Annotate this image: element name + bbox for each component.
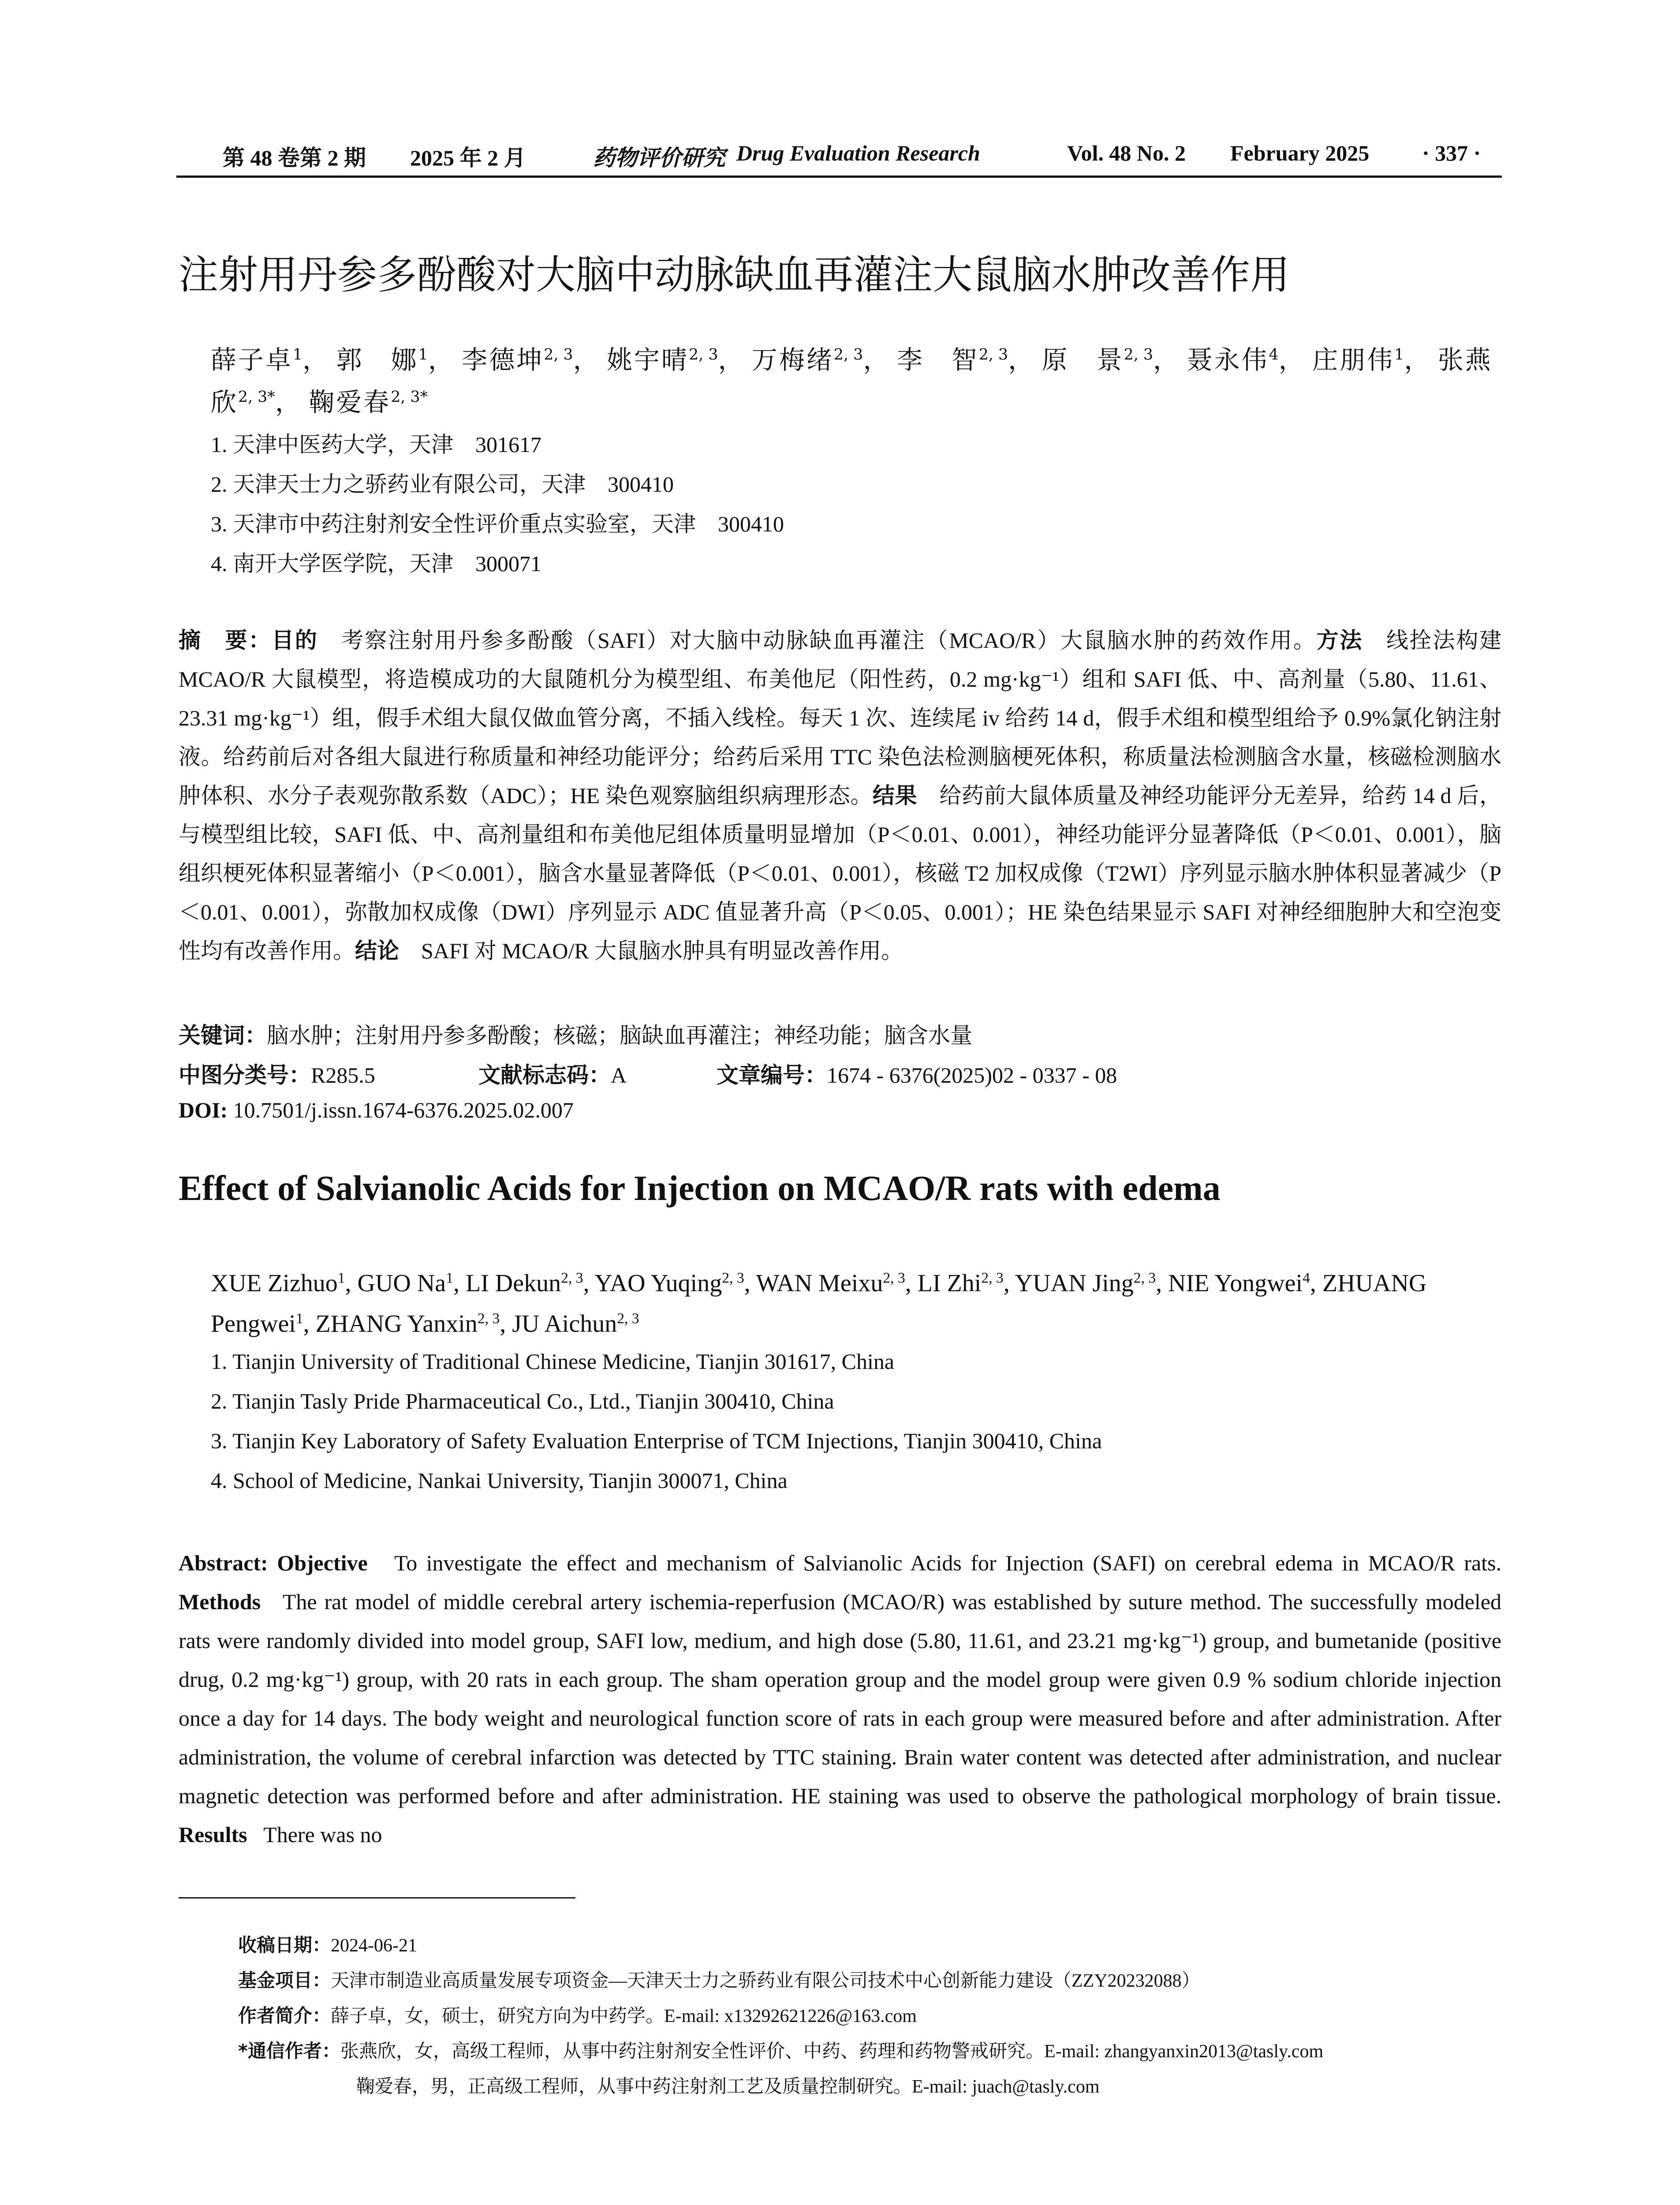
header-journal-en: Drug Evaluation Research: [736, 141, 980, 165]
title-en: Effect of Salvianolic Acids for Injection on MCAO/R rats with edema: [179, 1169, 1221, 1208]
author-en: LI Zhi: [917, 1270, 982, 1297]
affiliation-en: 1. Tianjin University of Traditional Chinese Medicine, Tianjin 301617, China: [211, 1349, 895, 1374]
footnote-fund: [238, 1966, 1200, 1992]
author-cn: 薛子卓: [211, 345, 293, 375]
objective-text: 考察注射用丹参多酚酸（SAFI）对大脑中动脉缺血再灌注（MCAO/R）大鼠脑水肿的药效作用。: [341, 628, 1317, 653]
author-en-aff: 2, 3: [561, 1270, 583, 1286]
author-en: GUO Na: [357, 1270, 446, 1297]
author-cn: 万梅绪: [751, 345, 834, 375]
author-cn: 原 景: [1042, 345, 1124, 375]
fund-label: 基金项目：: [238, 1970, 331, 1991]
author-cn: 郭 娜: [336, 345, 418, 375]
author-en-aff: 2, 3: [617, 1310, 639, 1327]
author-cn-aff: 4: [1269, 346, 1279, 364]
received-date: 2024-06-21: [331, 1936, 417, 1956]
affiliation-cn: 4. 南开大学医学院，天津 300071: [211, 551, 541, 576]
results-en-label: Results: [179, 1822, 247, 1847]
conclusion-text: SAFI 对 MCAO/R 大鼠脑水肿具有明显改善作用。: [421, 938, 903, 963]
footnote-corresponding-2: [356, 2072, 1100, 2098]
doi-label: DOI:: [179, 1098, 228, 1122]
author-en-aff: 2, 3: [981, 1270, 1004, 1286]
author-en: NIE Yongwei: [1168, 1270, 1303, 1297]
keywords-text: 脑水肿；注射用丹参多酚酸；核磁；脑缺血再灌注；神经功能；脑含水量: [267, 1023, 972, 1048]
footnote-author-bio: [238, 2001, 917, 2028]
doc-code-value: A: [611, 1063, 627, 1088]
methods-en-label: Methods: [179, 1589, 261, 1614]
abstract-cn: [179, 621, 1501, 970]
objective-en-label: Objective: [277, 1551, 368, 1575]
author-en-aff: 2, 3: [722, 1270, 744, 1286]
classification-line: [179, 1058, 375, 1089]
results-text: 给药前大鼠体质量及神经功能评分无差异，给药 14 d 后，与模型组比较，SAFI 低、中、高剂量组和布美他尼组体质量明显增加（P＜0.01、0.001），神经功能评分显著降低（P＜0.01、0.001），脑组织梗死体积显著缩小（P＜0.001），脑含水量显著降低（P＜0.01、0.001），核磁 T2 加权成像（T2WI）序列显示脑水肿体积显著减少（P＜0.01、0.001），弥散加权成像（DWI）序列显示 ADC 值显著升高（P＜0.05、0.001）；HE 染色结果显示 SAFI 对神经细胞肿大和空泡变性均有改善作用。: [179, 783, 1502, 963]
author-en: ZHUANG Pengwei: [211, 1270, 1427, 1338]
author-en-aff: 2, 3: [1133, 1270, 1156, 1286]
footnote-received: [238, 1931, 417, 1957]
affiliation-cn: 2. 天津天士力之骄药业有限公司，天津 300410: [211, 472, 674, 497]
author-cn-aff: 2, 3: [978, 346, 1008, 364]
affiliation-en: 3. Tianjin Key Laboratory of Safety Evaluation Enterprise of TCM Injections, Tianjin 300410, China: [211, 1428, 1102, 1453]
received-label: 收稿日期：: [238, 1934, 331, 1956]
corr-text-1: 张燕欣，女，高级工程师，从事中药注射剂安全性评价、中药、药理和药物警戒研究。E-mail: zhangyanxin2013@tasly.com: [340, 2041, 1324, 2062]
header-page-number: · 337 ·: [1422, 141, 1481, 165]
doc-code-line: [478, 1058, 627, 1089]
author-cn: 鞠爱春: [309, 387, 391, 417]
author-cn-aff: 1: [1394, 346, 1404, 364]
affiliation-cn: 1. 天津中医药大学，天津 301617: [211, 432, 541, 457]
objective-en-text: To investigate the effect and mechanism of Salvianolic Acids for Injection (SAFI) on cerebral edema in MCAO/R rats.: [394, 1551, 1502, 1575]
author-cn: 聂永伟: [1187, 345, 1269, 375]
header-volume-cn: 第 48 卷第 2 期: [223, 146, 366, 170]
affiliation-cn: 3. 天津市中药注射剂安全性评价重点实验室，天津 300410: [211, 512, 784, 536]
corr-text-2: 鞠爱春，男，正高级工程师，从事中药注射剂工艺及质量控制研究。E-mail: juach@tasly.com: [356, 2077, 1100, 2097]
authors-en: XUE Zizhuo$^1$, GUO Na$^1$, LI Dekun$^{2, 3}$, YAO Yuqing$^{2, 3}$, WAN Meixu$^{2, 3}$, LI Zhi$^{2, 3}$, YUAN Jing$^{2, 3}$, NIE Yongwei$^4$, ZHUANG Pengwei$^1$, ZHANG Yanxin$^{2, 3}$, JU Aichun$^{2, 3}$: [211, 1270, 1427, 1338]
methods-en-text: The rat model of middle cerebral artery ischemia-reperfusion (MCAO/R) was established by suture method. The successfully modeled rats were randomly divided into model group, SAFI low, medium, and high dose (5.80, 11.61, and 23.21 mg·kg⁻¹) group, and bumetanide (positive drug, 0.2 mg·kg⁻¹) group, with 20 rats in each group. The sham operation group and the model group were given 0.9 % sodium chloride injection once a day for 14 days. The body weight and neurological function score of rats in each group were measured before and after administration. After administration, the volume of cerebral infarction was detected by TTC staining. Brain water content was detected after administration, and nuclear magnetic detection was performed before and after administration. HE staining was used to observe the pathological morphology of brain tissue.: [179, 1589, 1501, 1808]
header-date-en: February 2025: [1230, 141, 1370, 165]
author-cn-aff: 2, 3: [833, 346, 863, 364]
author-en: JU Aichun: [512, 1310, 617, 1338]
header-date-cn: 2025 年 2 月: [410, 146, 526, 170]
header-rule: [176, 176, 1502, 178]
journal-logo: 药物评价研究: [593, 145, 725, 171]
author-en: ZHANG Yanxin: [315, 1310, 478, 1338]
results-en-text: There was no: [263, 1822, 382, 1847]
objective-label: 目的: [272, 628, 318, 653]
author-en-aff: 4: [1303, 1270, 1310, 1286]
doi-value[interactable]: 10.7501/j.issn.1674-6376.2025.02.007: [233, 1098, 574, 1122]
author-cn-aff: 2, 3: [1124, 346, 1154, 364]
author-cn-aff: 2, 3: [544, 346, 573, 364]
article-number-value: 1674 - 6376(2025)02 - 0337 - 08: [827, 1063, 1117, 1088]
author-en-aff: 1: [337, 1270, 345, 1286]
fund-text: 天津市制造业高质量发展专项资金—天津天士力之骄药业有限公司技术中心创新能力建设（ZZY20232088）: [331, 1971, 1200, 1991]
author-en: XUE Zizhuo: [211, 1270, 338, 1297]
clc-label: 中图分类号：: [179, 1062, 311, 1088]
clc-value: R285.5: [311, 1063, 375, 1088]
author-cn-aff: 2, 3*: [391, 388, 428, 406]
author-cn: 庄朋伟: [1312, 345, 1395, 375]
article-number-line: [717, 1058, 1117, 1089]
author-cn: 张燕欣: [211, 345, 1493, 417]
article-number-label: 文章编号：: [717, 1062, 827, 1088]
keywords-cn: [179, 1018, 972, 1050]
bio-label: 作者简介：: [238, 2005, 331, 2026]
affiliation-en: 2. Tianjin Tasly Pride Pharmaceutical Co., Ltd., Tianjin 300410, China: [211, 1389, 834, 1413]
keywords-label: 关键词：: [179, 1023, 267, 1048]
author-cn: 李 智: [896, 345, 979, 375]
author-cn-aff: 2, 3*: [238, 388, 275, 406]
author-en: YUAN Jing: [1015, 1270, 1134, 1297]
affiliation-en: 4. School of Medicine, Nankai University, Tianjin 300071, China: [211, 1468, 788, 1493]
footnote-rule: [179, 1897, 575, 1899]
author-en: WAN Meixu: [756, 1270, 883, 1297]
corr-label: *通信作者：: [238, 2040, 340, 2062]
abstract-cn-label: 摘 要：: [179, 628, 272, 653]
author-cn-aff: 1: [418, 346, 428, 364]
conclusion-label: 结论: [355, 938, 399, 964]
author-en-aff: 1: [446, 1270, 453, 1286]
title-cn: 注射用丹参多酚酸对大脑中动脉缺血再灌注大鼠脑水肿改善作用: [179, 252, 1290, 298]
bio-text: 薛子卓，女，硕士，研究方向为中药学。E-mail: x13292621226@163.com: [331, 2006, 917, 2026]
author-en: YAO Yuqing: [594, 1270, 722, 1297]
authors-cn: 薛子卓$^1$， 郭 娜$^1$， 李德坤$^{2, 3}$， 姚宇晴$^{2, 3}$， 万梅绪$^{2, 3}$， 李 智$^{2, 3}$， 原 景$^{2, 3}$， 聂永伟$^4$， 庄朋伟$^1$， 张燕欣$^{2, 3*}$， 鞠爱春$^{2, 3*}$: [211, 345, 1493, 417]
header-volume-en: Vol. 48 No. 2: [1067, 141, 1186, 165]
author-en-aff: 2, 3: [477, 1310, 500, 1327]
author-en: LI Dekun: [465, 1270, 561, 1297]
methods-label: 方法: [1316, 628, 1363, 653]
methods-text: 线拴法构建 MCAO/R 大鼠模型，将造模成功的大鼠随机分为模型组、布美他尼（阳性药，0.2 mg·kg⁻¹）组和 SAFI 低、中、高剂量（5.80、11.61、23.31 mg·kg⁻¹）组，假手术组大鼠仅做血管分离，不插入线栓。每天 1 次、连续尾 iv 给药 14 d，假手术组和模型组给予 0.9%氯化钠注射液。给药前后对各组大鼠进行称质量和神经功能评分；给药后采用 TTC 染色法检测脑梗死体积，称质量法检测脑含水量，核磁检测脑水肿体积、水分子表观弥散系数（ADC）；HE 染色观察脑组织病理形态。: [179, 628, 1502, 808]
author-cn-aff: 2, 3: [689, 346, 718, 364]
results-label: 结果: [872, 783, 917, 808]
author-cn-aff: 1: [293, 346, 303, 364]
abstract-en: [179, 1544, 1501, 1854]
author-en-aff: 2, 3: [883, 1270, 905, 1286]
footnote-corresponding: [238, 2037, 1323, 2063]
author-cn: 姚宇晴: [607, 345, 689, 375]
author-en-aff: 1: [295, 1310, 303, 1327]
abstract-en-label: Abstract:: [179, 1551, 268, 1575]
author-cn: 李德坤: [462, 345, 544, 375]
doi-line: [179, 1097, 574, 1123]
doc-code-label: 文献标志码：: [478, 1062, 611, 1088]
